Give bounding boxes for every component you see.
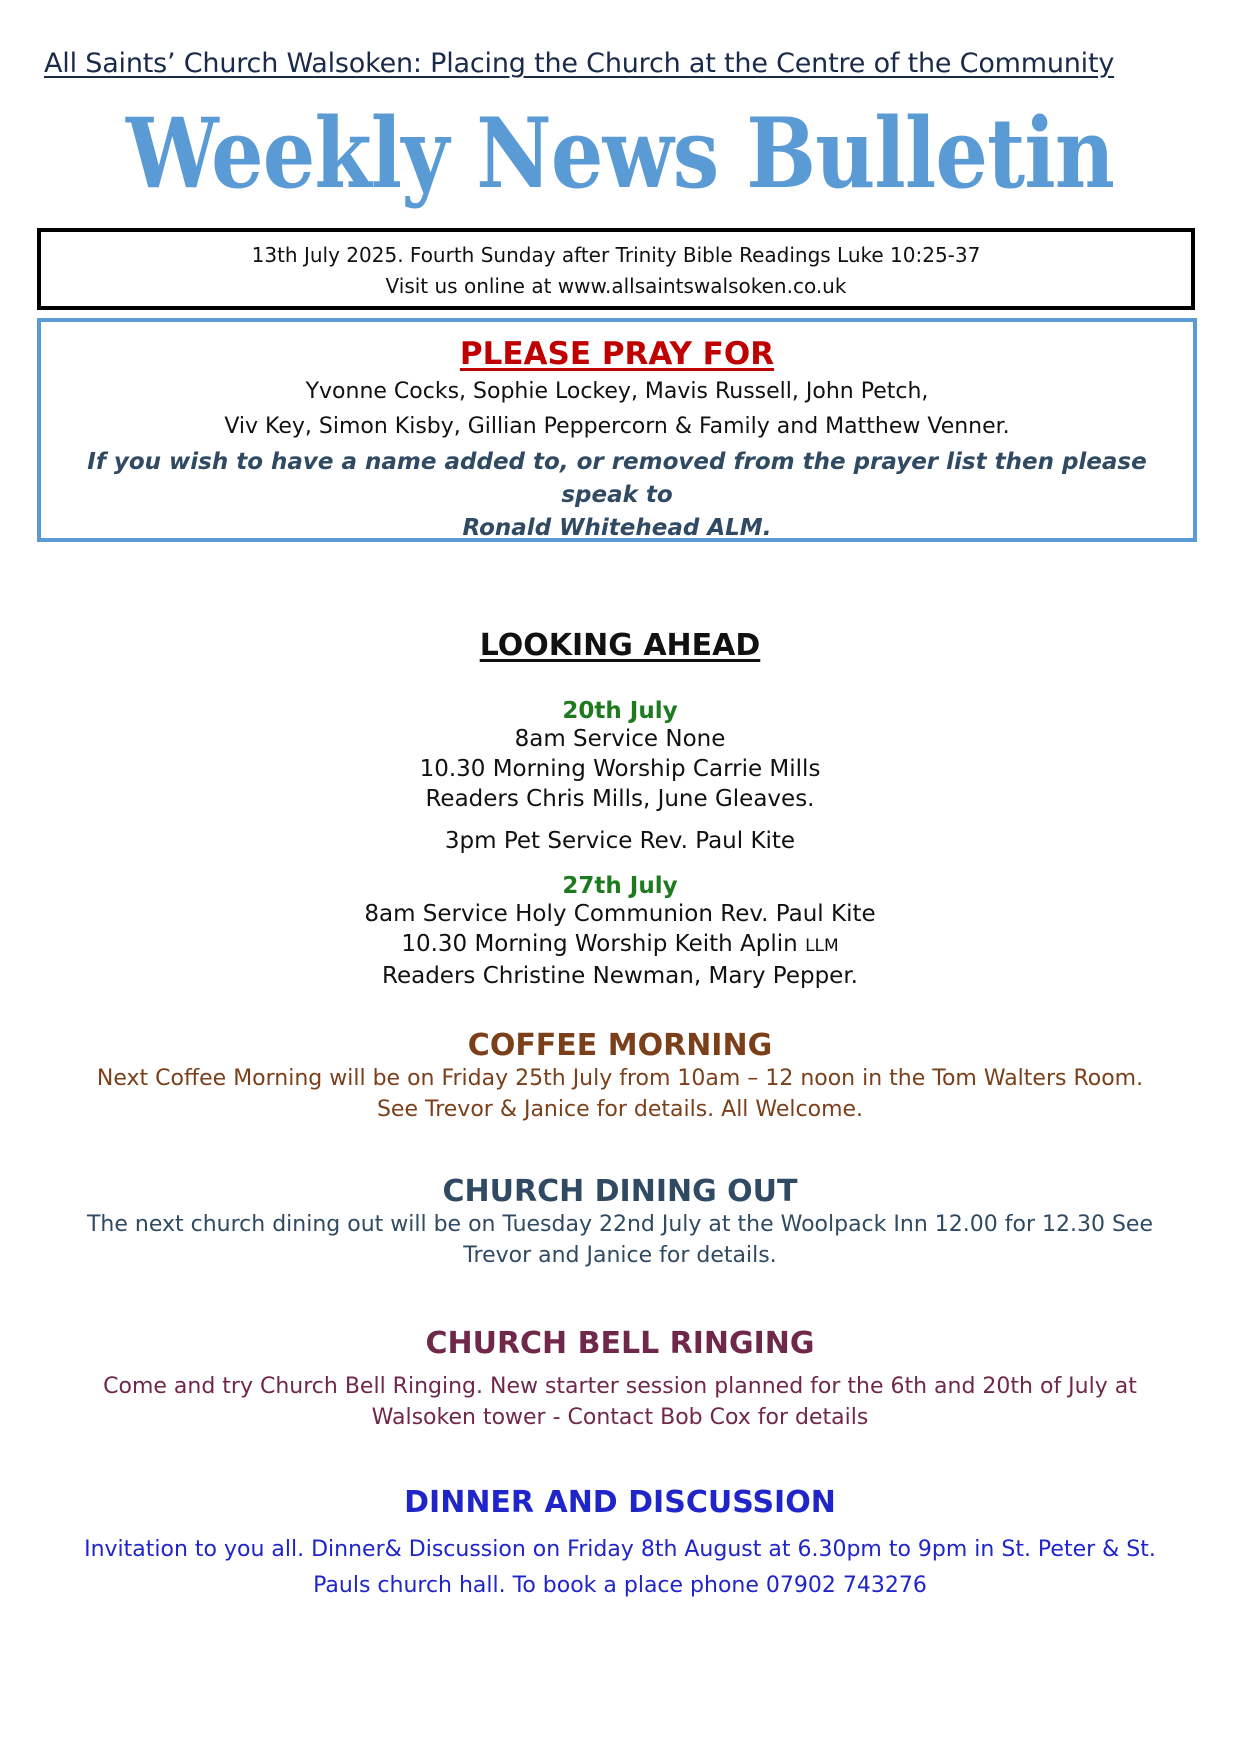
website-line[interactable]: Visit us online at www.allsaintswalsoken.co.uk — [385, 274, 847, 298]
schedule-line: 3pm Pet Service Rev. Paul Kite — [444, 828, 796, 854]
looking-ahead-title: LOOKING AHEAD — [479, 628, 761, 663]
dining-out-title: CHURCH DINING OUT — [442, 1174, 798, 1209]
tagline: All Saints’ Church Walsoken: Placing the Church at the Centre of the Community — [44, 48, 1115, 79]
date-box — [37, 228, 1195, 310]
coffee-morning-section — [0, 1028, 1240, 1125]
prayer-names-line-1: Yvonne Cocks, Sophie Lockey, Mavis Russell, John Petch, — [305, 379, 929, 404]
date-line: 13th July 2025. Fourth Sunday after Trinity Bible Readings Luke 10:25-37 — [251, 243, 981, 267]
schedule-line: Readers Christine Newman, Mary Pepper. — [382, 963, 858, 989]
prayer-names-line-2: Viv Key, Simon Kisby, Gillian Peppercorn & Family and Matthew Venner. — [224, 414, 1010, 439]
schedule-line: 10.30 Morning Worship Carrie Mills — [419, 756, 821, 782]
bell-ringing-line-2: Walsoken tower - Contact Bob Cox for details — [371, 1405, 869, 1430]
coffee-morning-line-1: Next Coffee Morning will be on Friday 25th July from 10am – 12 noon in the Tom Walters Room. — [96, 1066, 1144, 1091]
schedule-line: Readers Chris Mills, June Gleaves. — [425, 786, 815, 812]
dinner-discussion-title: DINNER AND DISCUSSION — [404, 1485, 836, 1520]
dinner-discussion-section — [0, 1485, 1240, 1604]
bell-ringing-line-1: Come and try Church Bell Ringing. New starter session planned for the 6th and 20th of July at — [103, 1374, 1137, 1399]
prayer-title: PLEASE PRAY FOR — [459, 336, 775, 372]
schedule-line: 8am Service Holy Communion Rev. Paul Kite — [364, 901, 876, 927]
dining-out-line-2: Trevor and Janice for details. — [463, 1243, 777, 1268]
prayer-box — [37, 318, 1197, 542]
schedule-line: 8am Service None — [514, 726, 726, 752]
schedule-line-text: 10.30 Morning Worship Keith Aplin — [401, 931, 798, 957]
prayer-note-line-2: Ronald Whitehead ALM. — [462, 515, 772, 541]
schedule-20th-july — [0, 698, 1240, 856]
dinner-discussion-line-1: Invitation to you all. Dinner& Discussion on Friday 8th August at 6.30pm to 9pm in St. Peter & St. — [84, 1537, 1156, 1562]
bell-ringing-title: CHURCH BELL RINGING — [425, 1326, 815, 1361]
dinner-discussion-line-2: Pauls church hall. To book a place phone 07902 743276 — [313, 1573, 927, 1598]
dining-out-line-1: The next church dining out will be on Tuesday 22nd July at the Woolpack Inn 12.00 for 12.30 See — [86, 1212, 1153, 1237]
bell-ringing-section — [0, 1326, 1240, 1433]
schedule-date: 20th July — [562, 698, 678, 724]
masthead-title: Weekly News Bulletin — [125, 97, 1114, 210]
prayer-note-line-1: If you wish to have a name added to, or removed from the prayer list then please speak to — [87, 449, 1147, 508]
schedule-line — [0, 929, 1240, 961]
schedule-date: 27th July — [562, 873, 678, 899]
coffee-morning-line-2: See Trevor & Janice for details. All Welcome. — [376, 1097, 864, 1122]
coffee-morning-title: COFFEE MORNING — [467, 1028, 773, 1063]
prayer-note — [41, 446, 1193, 545]
dining-out-section — [0, 1174, 1240, 1271]
schedule-27th-july — [0, 873, 1240, 991]
llm-suffix: LLM — [805, 936, 839, 956]
